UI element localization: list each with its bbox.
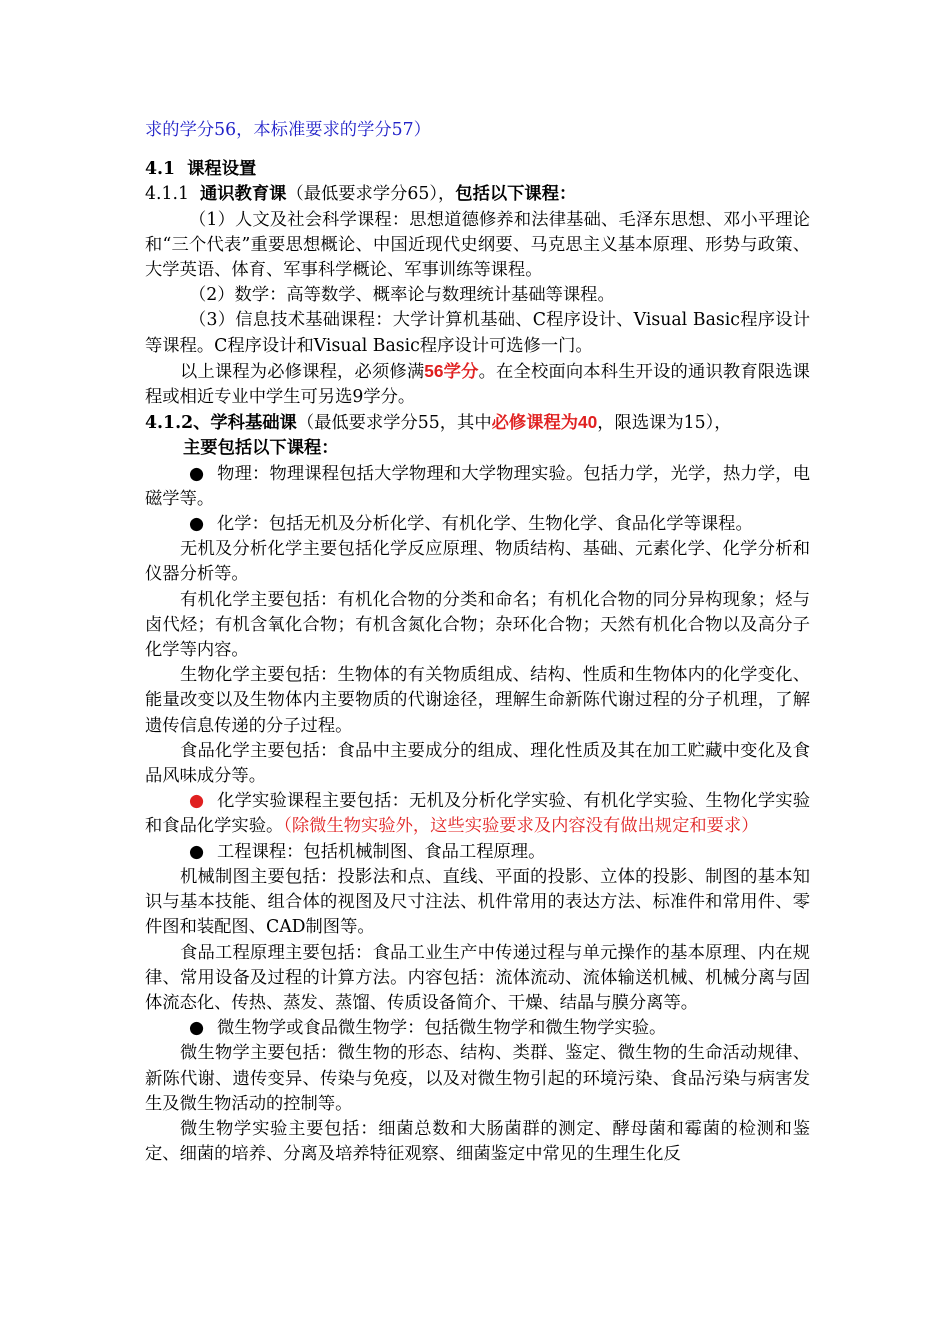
paragraph-food-chem: 食品化学主要包括：食品中主要成分的组成、理化性质及其在加工贮藏中变化及食品风味成分等。: [145, 740, 810, 787]
section-number: 4.1.1: [145, 184, 189, 205]
section-number: 4.1.2、: [145, 413, 211, 434]
section-title: 通识教育课: [199, 184, 287, 205]
bullet-icon: ●: [189, 841, 205, 862]
paragraph-it: （3）信息技术基础课程：大学计算机基础、C程序设计、Visual Basic程序设计等课程。C程序设计和Visual Basic程序设计可选修一门。: [145, 310, 810, 356]
section-tail: 包括以下课程：: [455, 184, 577, 205]
section-title: 学科基础课: [210, 413, 297, 434]
text-run: 。在全校面向本科生开设的通识教育限选课程或相近专业中学生可另选9学分。: [145, 361, 810, 408]
bullet-engineering: [145, 840, 810, 865]
bullet-icon: ●: [189, 791, 205, 812]
document-page: [145, 118, 810, 1167]
bullet-microbiology: [145, 1016, 810, 1041]
bullet-text: 微生物学或食品微生物学：包括微生物学和微生物学实验。: [217, 1018, 667, 1039]
bullet-text: 物理：物理课程包括大学物理和大学物理实验。包括力学，光学，热力学，电磁学等。: [145, 463, 810, 509]
paragraph-math: （2）数学：高等数学、概率论与数理统计基础等课程。: [189, 285, 615, 306]
paragraph-biochem: 生物化学主要包括：生物体的有关物质组成、结构、性质和生物体内的化学变化、能量改变以及生物体内主要物质的代谢途径，理解生命新陈代谢过程的分子机理，了解遗传信息传递的分子过程。: [145, 665, 810, 736]
paragraph-micro-lab: 微生物学实验主要包括：细菌总数和大肠菌群的测定、酵母菌和霉菌的检测和鉴定、细菌的培养、分离及培养特征观察、细菌鉴定中常见的生理生化反: [145, 1118, 810, 1165]
bullet-icon: ●: [189, 1018, 205, 1039]
section-note: ，限选课为15），: [597, 413, 732, 434]
bullet-physics: [145, 462, 810, 512]
text-run: 以上课程为必修课程，必须修满: [180, 361, 425, 382]
section-number: 4.1: [145, 159, 176, 180]
section-4-1-2-heading: [145, 410, 810, 436]
bullet-text: 化学：包括无机及分析化学、有机化学、生物化学、食品化学等课程。: [217, 514, 753, 535]
bullet-chemistry: [145, 512, 810, 537]
red-remark: （除微生物实验外，这些实验要求及内容没有做出规定和要求）: [283, 816, 759, 837]
bullet-icon: ●: [189, 463, 205, 484]
paragraph-food-engineering: 食品工程原理主要包括：食品工业生产中传递过程与单元操作的基本原理、内在规律、常用设备及过程的计算方法。内容包括：流体流动、流体输送机械、机械分离与固体流态化、传热、蒸发、蒸馏、传质设备简介、干燥、结晶与膜分离等。: [145, 942, 810, 1013]
section-note: （最低要求学分55，其中: [296, 413, 492, 434]
section-4-1-heading: [145, 157, 810, 182]
intro-line: 求的学分56，本标准要求的学分57）: [145, 120, 431, 140]
bullet-text: 工程课程：包括机械制图、食品工程原理。: [217, 841, 546, 862]
section-title: 课程设置: [187, 159, 257, 180]
section-note: （最低要求学分65），: [286, 184, 456, 205]
highlight-credits: 56学分: [424, 360, 479, 381]
paragraph-required-credits: [145, 359, 810, 410]
paragraph-organic: 有机化学主要包括：有机化合物的分类和命名；有机化合物的同分异构现象；烃与卤代烃；有机含氧化合物；有机含氮化合物；杂环化合物；天然有机化合物以及高分子化学等内容。: [145, 589, 810, 661]
section-4-1-1-heading: [145, 182, 810, 207]
paragraph-microbiology: 微生物学主要包括：微生物的形态、结构、类群、鉴定、微生物的生命活动规律、新陈代谢、遗传变异、传染与免疫，以及对微生物引起的环境污染、食品污染与病害发生及微生物活动的控制等。: [145, 1043, 810, 1114]
bullet-chem-lab: [145, 789, 810, 839]
paragraph-drawing: 机械制图主要包括：投影法和点、直线、平面的投影、立体的投影、制图的基本知识与基本技能、组合体的视图及尺寸注法、机件常用的表达方法、标准件和常用件、零件图和装配图、CAD制图等。: [145, 866, 810, 938]
highlight-required: 必修课程为40: [491, 412, 598, 433]
bullet-text: 化学实验课程主要包括：无机及分析化学实验、有机化学实验、生物化学实验和食品化学实验。: [145, 791, 810, 837]
bullet-icon: ●: [189, 514, 205, 535]
paragraph-inorganic: 无机及分析化学主要包括化学反应原理、物质结构、基础、元素化学、化学分析和仪器分析等。: [145, 539, 810, 585]
paragraph-humanities: （1）人文及社会科学课程：思想道德修养和法律基础、毛泽东思想、邓小平理论和“三个代表”重要思想概论、中国近现代史纲要、马克思主义基本原理、形势与政策、大学英语、体育、军事科学概论、军事训练等课程。: [145, 209, 810, 281]
section-subline: 主要包括以下课程：: [183, 438, 339, 459]
